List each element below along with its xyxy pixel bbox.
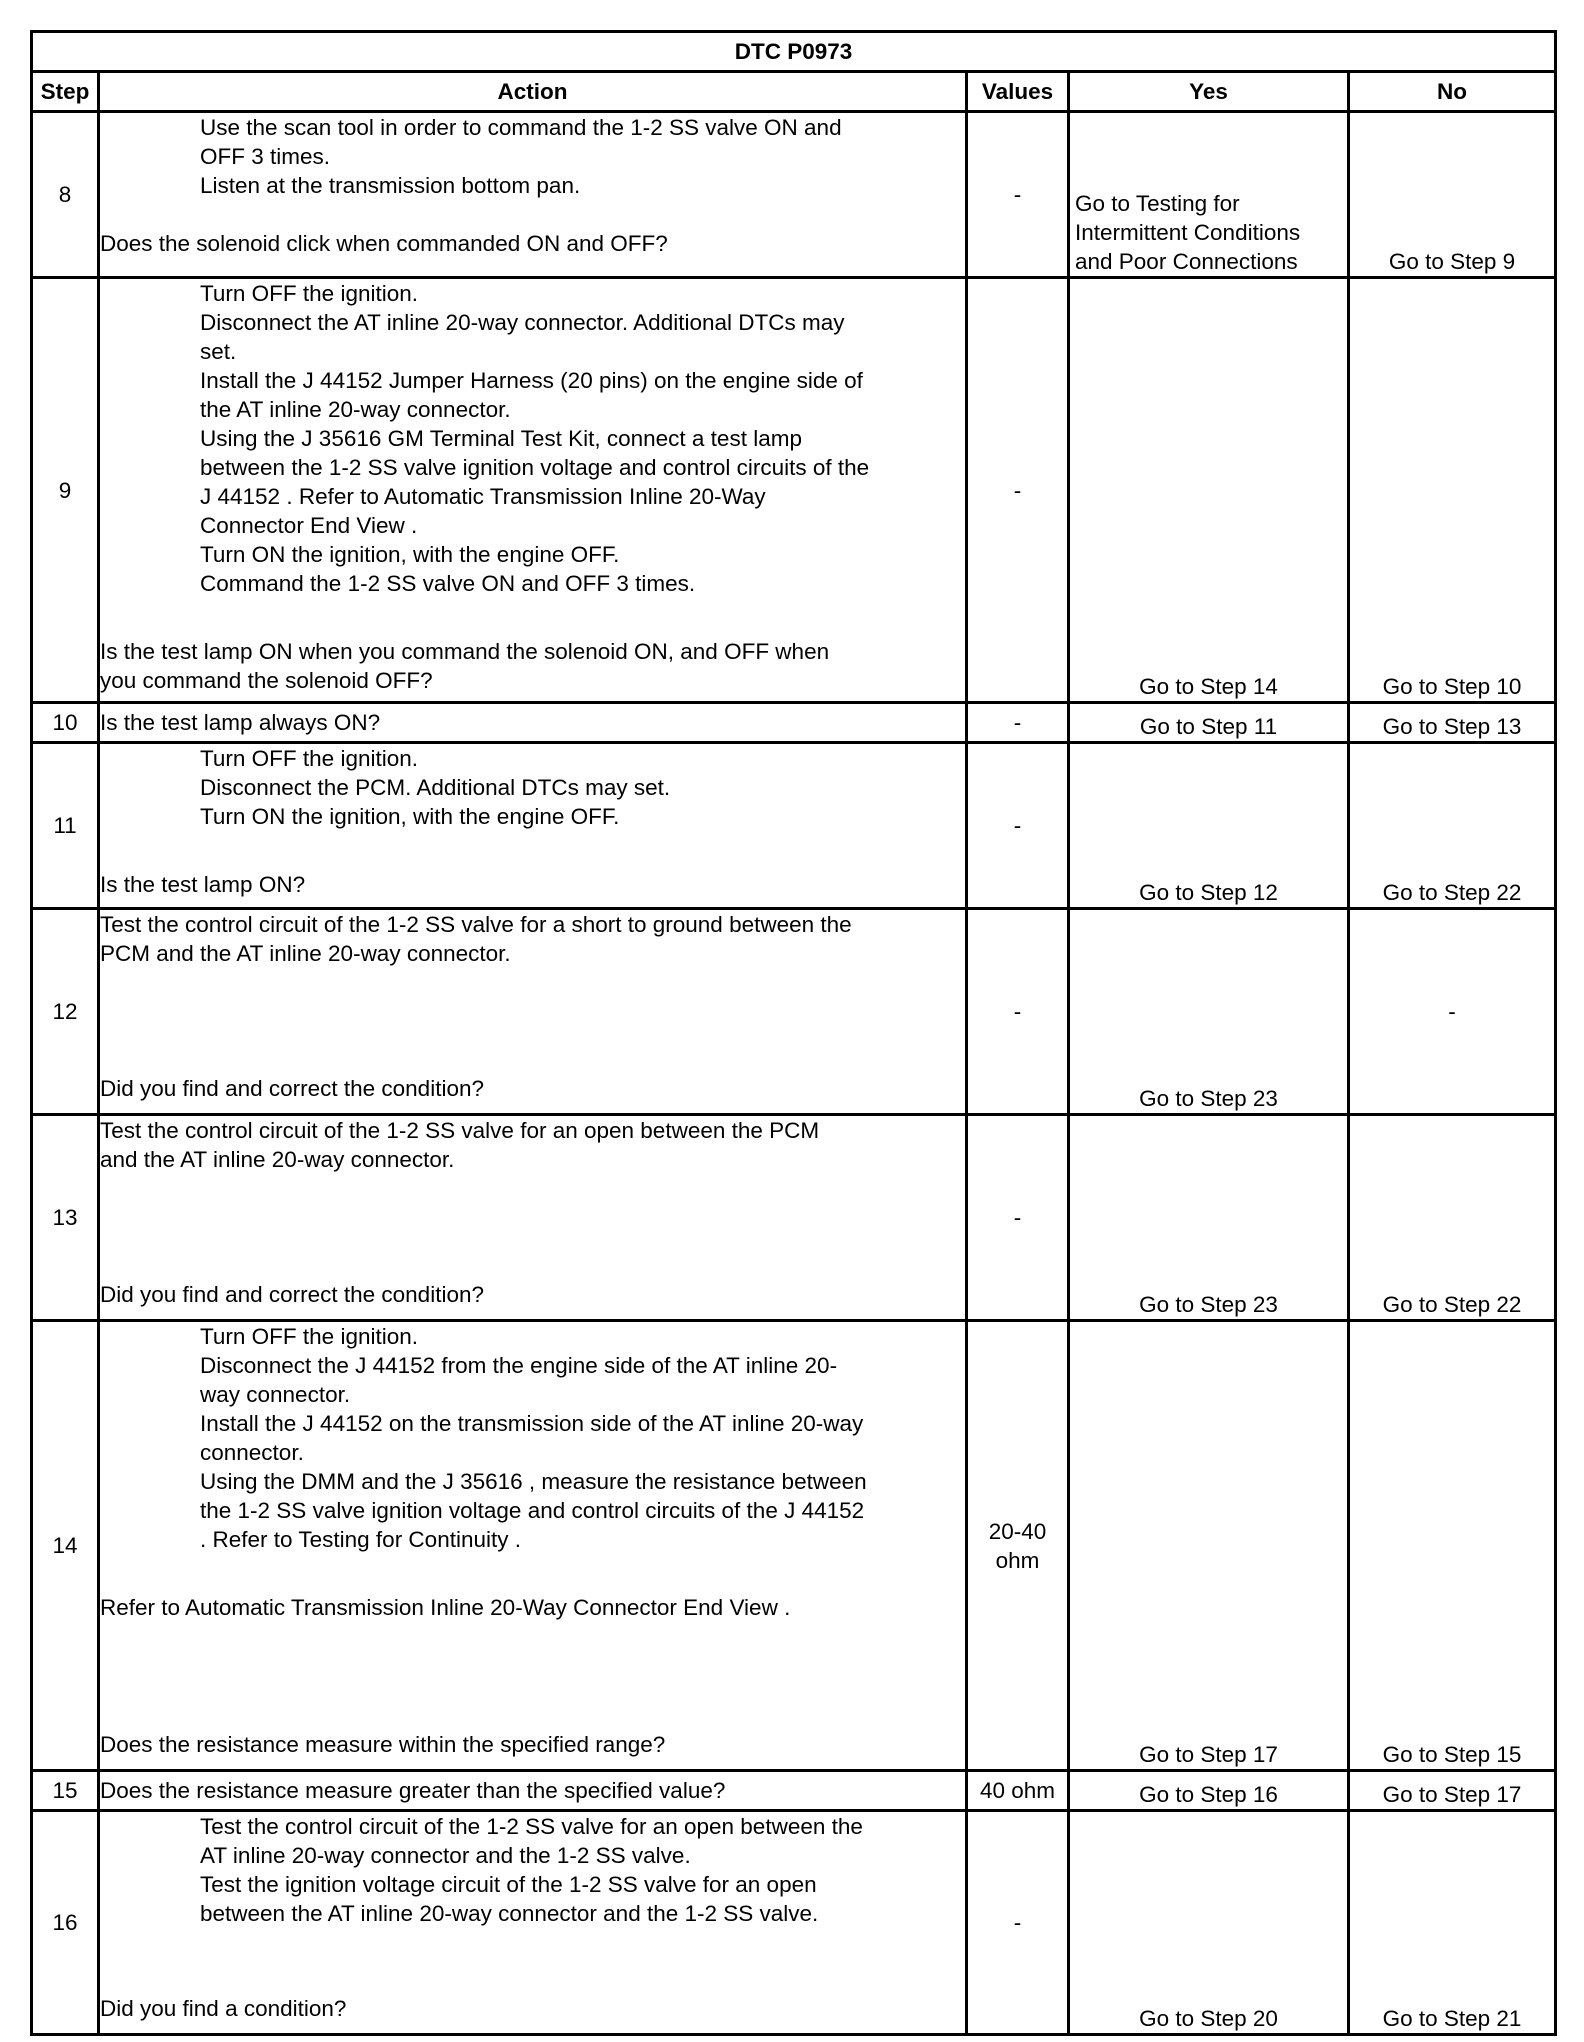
action-cell (99, 1321, 967, 1771)
header-step: Step (32, 72, 99, 112)
step-number: 9 (32, 278, 99, 703)
action-cell (99, 743, 967, 909)
yes-cell: Go to Step 23 (1069, 1115, 1349, 1321)
table-row (32, 112, 1556, 278)
table-row (32, 278, 1556, 703)
action-question: Is the test lamp ON? (100, 872, 306, 897)
values-cell: - (967, 909, 1069, 1115)
yes-cell: Go to Step 23 (1069, 909, 1349, 1115)
values-cell: - (967, 278, 1069, 703)
step-number: 8 (32, 112, 99, 278)
header-yes: Yes (1069, 72, 1349, 112)
table-title: DTC P0973 (32, 32, 1556, 72)
values-cell: - (967, 112, 1069, 278)
step-number: 15 (32, 1771, 99, 1811)
action-question: Is the test lamp ON when you command the solenoid ON, and OFF when you command the solenoid OFF? (100, 639, 830, 693)
action-question: Is the test lamp always ON? (100, 710, 381, 735)
header-action: Action (99, 72, 967, 112)
header-values: Values (967, 72, 1069, 112)
values-cell: - (967, 1115, 1069, 1321)
no-cell: Go to Step 22 (1349, 743, 1556, 909)
step-number: 12 (32, 909, 99, 1115)
no-cell: Go to Step 15 (1349, 1321, 1556, 1771)
action-question: Does the resistance measure within the specified range? (100, 1732, 666, 1757)
action-steps: Turn OFF the ignition. Disconnect the AT inline 20-way connector. Additional DTCs may set. Install the J 44152 Jumper Harness (20 pins) on the engine side of the AT inline 20-way connector. Using the J 35616 GM Terminal Test Kit, connect a test lamp between the 1-2 SS valve ignition voltage and control circuits of the J 44152 . Refer to Automatic Transmission Inline 20-Way Connector End View . Turn ON the ignition, with the engine OFF. Command the 1-2 SS valve ON and OFF 3 times. (200, 281, 870, 596)
action-steps: Turn OFF the ignition. Disconnect the J 44152 from the engine side of the AT inline 20- way connector. Install the J 44152 on the transmission side of the AT inline 20-way connector. Using the DMM and the J 35616 , measure the resistance between the 1-2 SS valve ignition voltage and control circuits of the J 44152 . Refer to Testing for Continuity . (200, 1324, 867, 1552)
step-number: 10 (32, 703, 99, 743)
no-cell: - (1349, 909, 1556, 1115)
table-row (32, 1321, 1556, 1771)
yes-cell: Go to Step 14 (1069, 278, 1349, 703)
values-cell: - (967, 743, 1069, 909)
action-steps: Test the control circuit of the 1-2 SS valve for an open between the AT inline 20-way connector and the 1-2 SS valve. Test the ignition voltage circuit of the 1-2 SS valve for an open between the AT inline 20-way connector and the 1-2 SS valve. (200, 1814, 863, 1926)
step-number: 16 (32, 1811, 99, 2035)
step-number: 13 (32, 1115, 99, 1321)
table-row (32, 1115, 1556, 1321)
action-steps: Test the control circuit of the 1-2 SS valve for an open between the PCM and the AT inline 20-way connector. (100, 1118, 820, 1172)
step-number: 14 (32, 1321, 99, 1771)
step-number: 11 (32, 743, 99, 909)
no-cell: Go to Step 10 (1349, 278, 1556, 703)
no-cell: Go to Step 21 (1349, 1811, 1556, 2035)
action-steps: Use the scan tool in order to command the 1-2 SS valve ON and OFF 3 times. Listen at the transmission bottom pan. (200, 115, 842, 198)
yes-cell: Go to Step 16 (1069, 1771, 1349, 1811)
no-cell: Go to Step 13 (1349, 703, 1556, 743)
action-note: Refer to Automatic Transmission Inline 20-Way Connector End View . (100, 1595, 791, 1620)
table-row (32, 1811, 1556, 2035)
values-cell: 20-40 ohm (967, 1321, 1069, 1771)
action-cell (99, 112, 967, 278)
action-cell (99, 909, 967, 1115)
action-cell (99, 1811, 967, 2035)
table-row (32, 703, 1556, 743)
action-cell (99, 1771, 967, 1811)
yes-cell: Go to Step 20 (1069, 1811, 1349, 2035)
action-question: Did you find a condition? (100, 1996, 347, 2021)
action-steps: Turn OFF the ignition. Disconnect the PCM. Additional DTCs may set. Turn ON the ignition, with the engine OFF. (200, 746, 671, 829)
table-row (32, 909, 1556, 1115)
action-question: Did you find and correct the condition? (100, 1282, 484, 1307)
table-row (32, 1771, 1556, 1811)
no-cell: Go to Step 9 (1349, 112, 1556, 278)
yes-cell: Go to Step 17 (1069, 1321, 1349, 1771)
yes-cell: Go to Step 11 (1069, 703, 1349, 743)
action-question: Does the solenoid click when commanded ON and OFF? (100, 231, 668, 256)
yes-cell: Go to Step 12 (1069, 743, 1349, 909)
no-cell: Go to Step 22 (1349, 1115, 1556, 1321)
yes-cell: Go to Testing for Intermittent Conditions and Poor Connections (1069, 112, 1349, 278)
action-steps: Test the control circuit of the 1-2 SS valve for a short to ground between the PCM and the AT inline 20-way connector. (100, 912, 852, 966)
dtc-table (30, 30, 1557, 2036)
action-cell (99, 703, 967, 743)
action-cell (99, 1115, 967, 1321)
values-cell: 40 ohm (967, 1771, 1069, 1811)
action-question: Does the resistance measure greater than the specified value? (100, 1778, 726, 1803)
table-row (32, 743, 1556, 909)
values-cell: - (967, 1811, 1069, 2035)
action-cell (99, 278, 967, 703)
values-cell: - (967, 703, 1069, 743)
header-no: No (1349, 72, 1556, 112)
action-question: Did you find and correct the condition? (100, 1076, 484, 1101)
no-cell: Go to Step 17 (1349, 1771, 1556, 1811)
